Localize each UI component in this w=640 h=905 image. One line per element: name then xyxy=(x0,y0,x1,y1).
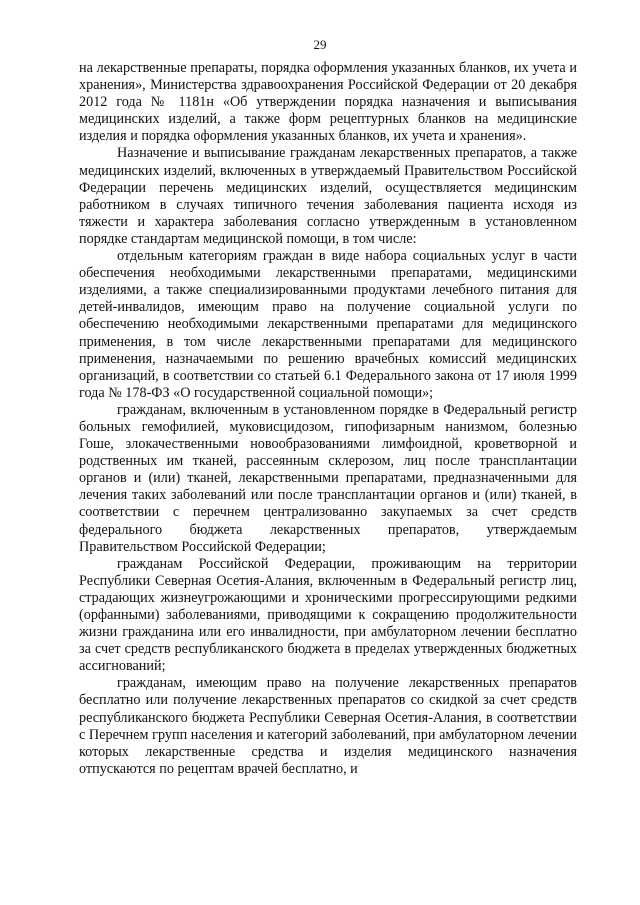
paragraph-orphan-diseases-registry: гражданам Российской Федерации, проживающим на территории Республики Северная Осетия-Алания, включенным в Федеральный регистр лиц, страдающих жизнеугрожающими и хроническими прогрессирующими редкими (орфанными) заболеваниями, приводящими к сокращению продолжительности жизни гражданина или его инвалидности, при амбулаторном лечении бесплатно за счет средств республиканского бюджета в пределах утвержденных бюджетных ассигнований; xyxy=(79,555,577,675)
paragraph-continued-from-previous-page: на лекарственные препараты, порядка оформления указанных бланков, их учета и хранения», Министерства здравоохранения Российской Федерации от 20 декабря 2012 года № 1181н «Об утверждении порядка назначения и выписывания медицинских изделий, а также форм рецептурных бланков на медицинские изделия и порядка оформления указанных бланков, их учета и хранения». xyxy=(79,60,577,145)
document-body xyxy=(79,60,577,778)
paragraph-social-services-categories: отдельным категориям граждан в виде набора социальных услуг в части обеспечения необходимыми лекарственными препаратами, медицинскими изделиями, а также специализированными продуктами лечебного питания для детей-инвалидов, имеющим право на получение социальной услуги по обеспечению необходимыми лекарственными препаратами для медицинского применения, в том числе лекарственными препаратами для медицинского применения, назначаемыми по решению врачебных комиссий медицинских организаций, в соответствии со статьей 6.1 Федерального закона от 17 июля 1999 года № 178-ФЗ «О государственной социальной помощи»; xyxy=(79,248,577,401)
paragraph-federal-registry-patients: гражданам, включенным в установленном порядке в Федеральный регистр больных гемофилией, муковисцидозом, гипофизарным нанизмом, болезнью Гоше, злокачественными новообразованиями лимфоидной, кроветворной и родственных им тканей, рассеянным склерозом, лиц после трансплантации органов и (или) тканей, лекарственными препаратами, предназначенными для лечения таких заболеваний или после трансплантации органов и (или) тканей, в соответствии с перечнем централизованно закупаемых за счет средств федерального бюджета лекарственных препаратов, утверждаемым Правительством Российской Федерации; xyxy=(79,401,577,555)
paragraph-prescription-general: Назначение и выписывание гражданам лекарственных препаратов, а также медицинских изделий, включенных в утверждаемый Правительством Российской Федерации перечень медицинских изделий, осуществляется медицинским работником в случаях типичного течения заболевания пациента исходя из тяжести и характера заболевания согласно утвержденным в установленном порядке стандартам медицинской помощи, в том числе: xyxy=(79,145,577,247)
paragraph-republican-budget-benefits: гражданам, имеющим право на получение лекарственных препаратов бесплатно или получение лекарственных препаратов со скидкой за счет средств республиканского бюджета Республики Северная Осетия-Алания, в соответствии с Перечнем групп населения и категорий заболеваний, при амбулаторном лечении которых лекарственные средства и изделия медицинского назначения отпускаются по рецептам врачей бесплатно, и xyxy=(79,675,577,777)
page-number: 29 xyxy=(313,37,327,52)
